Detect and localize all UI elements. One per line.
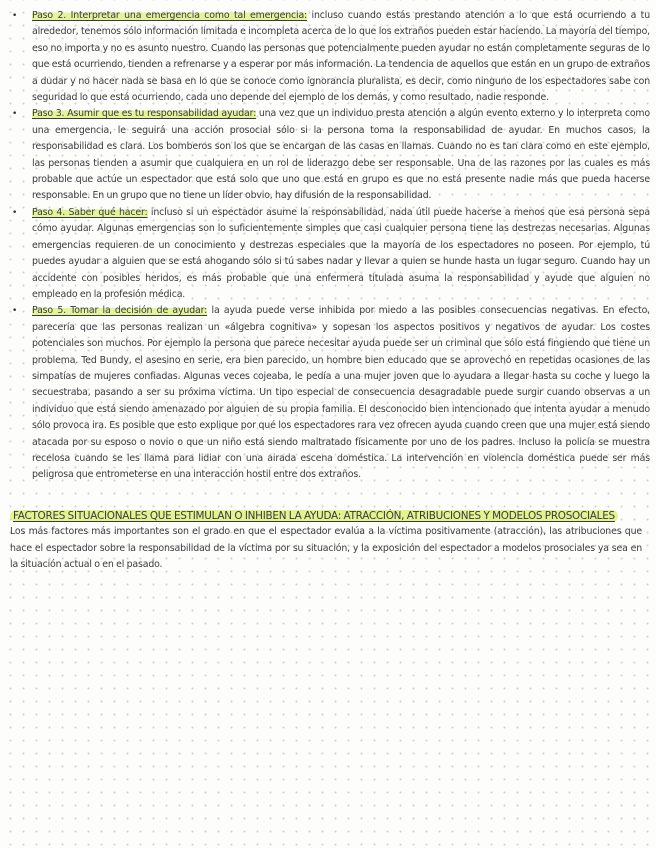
bullet-icon: • <box>12 109 18 120</box>
steps-list <box>0 8 650 484</box>
section-paragraph: Los más factores más importantes son el grado en que el espectador evalúa a la víctima positivamente (atracción), las atribuciones que hace el espectador sobre la responsabilidad de la víctima por su situación, y la exposición del espectador a modelos prosociales ya sea en la situación actual o en el pasado. <box>10 526 642 571</box>
situational-factors-section <box>0 508 650 574</box>
step-label: Paso 5. Tomar la decisión de ayudar: <box>32 305 208 317</box>
step-label: Paso 4. Saber qué hacer: <box>32 206 148 218</box>
step-label: Paso 2. Interpretar una emergencia como tal emergencia: <box>32 10 308 21</box>
list-item-step-4 <box>0 205 650 303</box>
list-item-step-5 <box>0 303 650 483</box>
list-item-step-2 <box>0 8 650 106</box>
bullet-icon: • <box>12 207 18 218</box>
step-text: una vez que un individuo presta atención a algún evento externo y lo interpreta como una emergencia, le seguirá una acción prosocial sólo si la persona toma la responsabilidad de ayudar. En muchos casos, la responsabilidad es clara. Los bomberos son los que se encargan de las casas en llamas. Cuando no es tan clara como en este ejemplo, las personas tienden a asumir que cualquiera en un rol de liderazgo debe ser responsable. Una de las razones por las cuales es más probable que actúe un espectador que está solo que uno que está en grupo es que no está presente nadie más que pueda hacerse responsable. En un grupo que no tiene un líder obvio, hay difusión de la responsabilidad. <box>32 108 650 202</box>
step-text: incluso si un espectador asume la responsabilidad, nada útil puede hacerse a menos que esa persona sepa cómo ayudar. Algunas emergencias son lo suficientemente simples que casi cualquier persona tiene las destrezas necesarias. Algunas emergencias requieren de un conocimiento y destrezas especiales que la mayoría de los espectadores no poseen. Por ejemplo, tú puedes ayudar a alguien que se está ahogando sólo si tú sabes nadar y llevar a quien se hunde hasta un lugar seguro. Cuando hay un accidente con posibles heridos, es más probable que una enfermera titulada asuma la responsabilidad y ayude que alguien no empleado en la profesión médica. <box>32 206 650 300</box>
notes-page <box>0 8 650 574</box>
step-label: Paso 3. Asumir que es tu responsabilidad ayudar: <box>32 108 257 120</box>
section-heading <box>10 508 650 525</box>
step-text: incluso cuando estás prestando atención a lo que está ocurriendo a tu alrededor, tenemos sólo información limitada e incompleta acerca de lo que los extraños pueden estar haciendo. La mayoría del tiempo, eso no importa y no es asunto nuestro. Cuando las personas que potencialmente pueden ayudar no están completamente seguras de lo que está ocurriendo, tienden a refrenarse y a esperar por más información. La tendencia de aquellos que están en un grupo de extraños a dudar y no hacer nada se basa en lo que se conoce como ignorancia pluralista, es decir, como ninguno de los espectadores sabe con seguridad lo que está ocurriendo, cada uno depende del ejemplo de los demás, y como resultado, nadie responde. <box>32 10 650 104</box>
bullet-icon: • <box>12 11 18 21</box>
bullet-icon: • <box>12 306 18 317</box>
step-text: la ayuda puede verse inhibida por miedo a las posibles consecuencias negativas. En efecto, parecería que las personas realizan un «álgebra cognitiva» y sopesan los aspectos positivos y negativos de ayudar. Los costes potenciales son muchos. Por ejemplo la persona que parece necesitar ayuda puede ser un criminal que sólo está fingiendo que tiene un problema. Ted Bundy, el asesino en serie, era bien parecido, un hombre bien educado que se aprovechó en repetidas ocasiones de las simpatías de mujeres confiadas. Algunas veces cojeaba, le pedía a una mujer joven que lo ayudara a llegar hasta su coche y luego la secuestraba, pasando a ser su próxima víctima. Un tipo especial de consecuencia desagradable puede surgir cuando observas a un individuo que está siendo amenazado por alguien de su propia familia. El desconocido bien intencionado que intenta ayudar a menudo sólo provoca ira. Es posible que esto explique por qué los espectadores rara vez ofrecen ayuda cuando creen que una mujer está siendo atacada por su esposo o novio o que un niño está siendo maltratado físicamente por uno de los padres. Incluso la policía se muestra recelosa cuando se les llama para lidiar con una airada escena doméstica. La intervención en violencia doméstica puede ser más peligrosa que entrometerse en una interacción hostil entre dos extraños. <box>32 305 650 481</box>
section-heading-text: FACTORES SITUACIONALES QUE ESTIMULAN O INHIBEN LA AYUDA: ATRACCIÓN, ATRIBUCIONES Y MODELOS PROSOCIALES <box>10 510 618 522</box>
list-item-step-3 <box>0 106 650 204</box>
